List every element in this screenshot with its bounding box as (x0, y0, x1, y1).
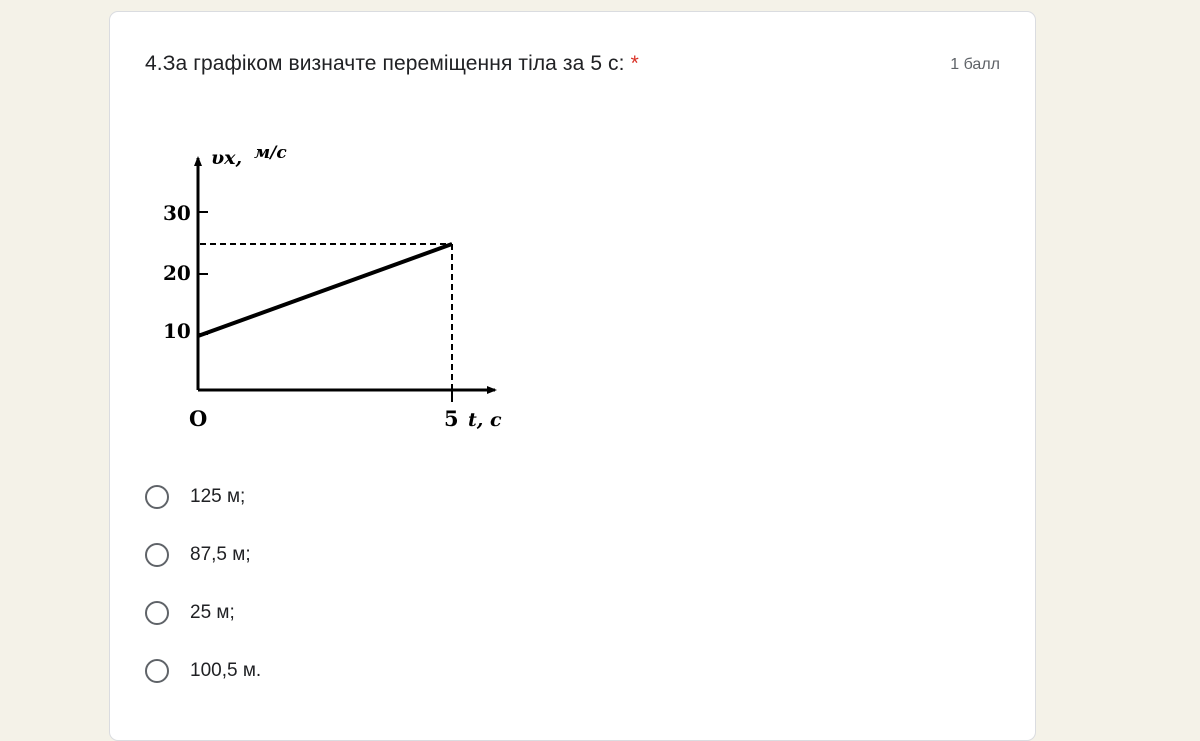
radio-button[interactable] (145, 601, 169, 625)
y-axis-label-var: υx, (211, 147, 243, 169)
option-label: 100,5 м. (190, 660, 262, 681)
question-text: 4.За графіком визначте переміщення тіла за 5 с: (145, 52, 625, 75)
velocity-line (198, 244, 452, 336)
required-mark: * (630, 52, 639, 75)
points-label: 1 балл (950, 56, 1000, 73)
y-tick-label-20: 20 (163, 261, 191, 285)
option-3[interactable] (145, 584, 261, 642)
answer-options (145, 468, 261, 700)
velocity-time-graph (155, 122, 515, 442)
x-axis-label: t, с (468, 409, 502, 431)
y-tick-label-10: 10 (163, 319, 191, 343)
option-4[interactable] (145, 642, 261, 700)
question-title (145, 52, 639, 76)
option-1[interactable] (145, 468, 261, 526)
y-axis-label-unit: м/с (254, 143, 287, 163)
question-card (109, 11, 1036, 741)
y-tick-label-30: 30 (163, 201, 191, 225)
radio-button[interactable] (145, 659, 169, 683)
origin-label: О (189, 406, 208, 431)
option-label: 25 м; (190, 602, 235, 623)
option-label: 125 м; (190, 486, 246, 507)
x-tick-label-5: 5 (444, 406, 459, 431)
radio-button[interactable] (145, 543, 169, 567)
radio-button[interactable] (145, 485, 169, 509)
option-label: 87,5 м; (190, 544, 251, 565)
option-2[interactable] (145, 526, 261, 584)
